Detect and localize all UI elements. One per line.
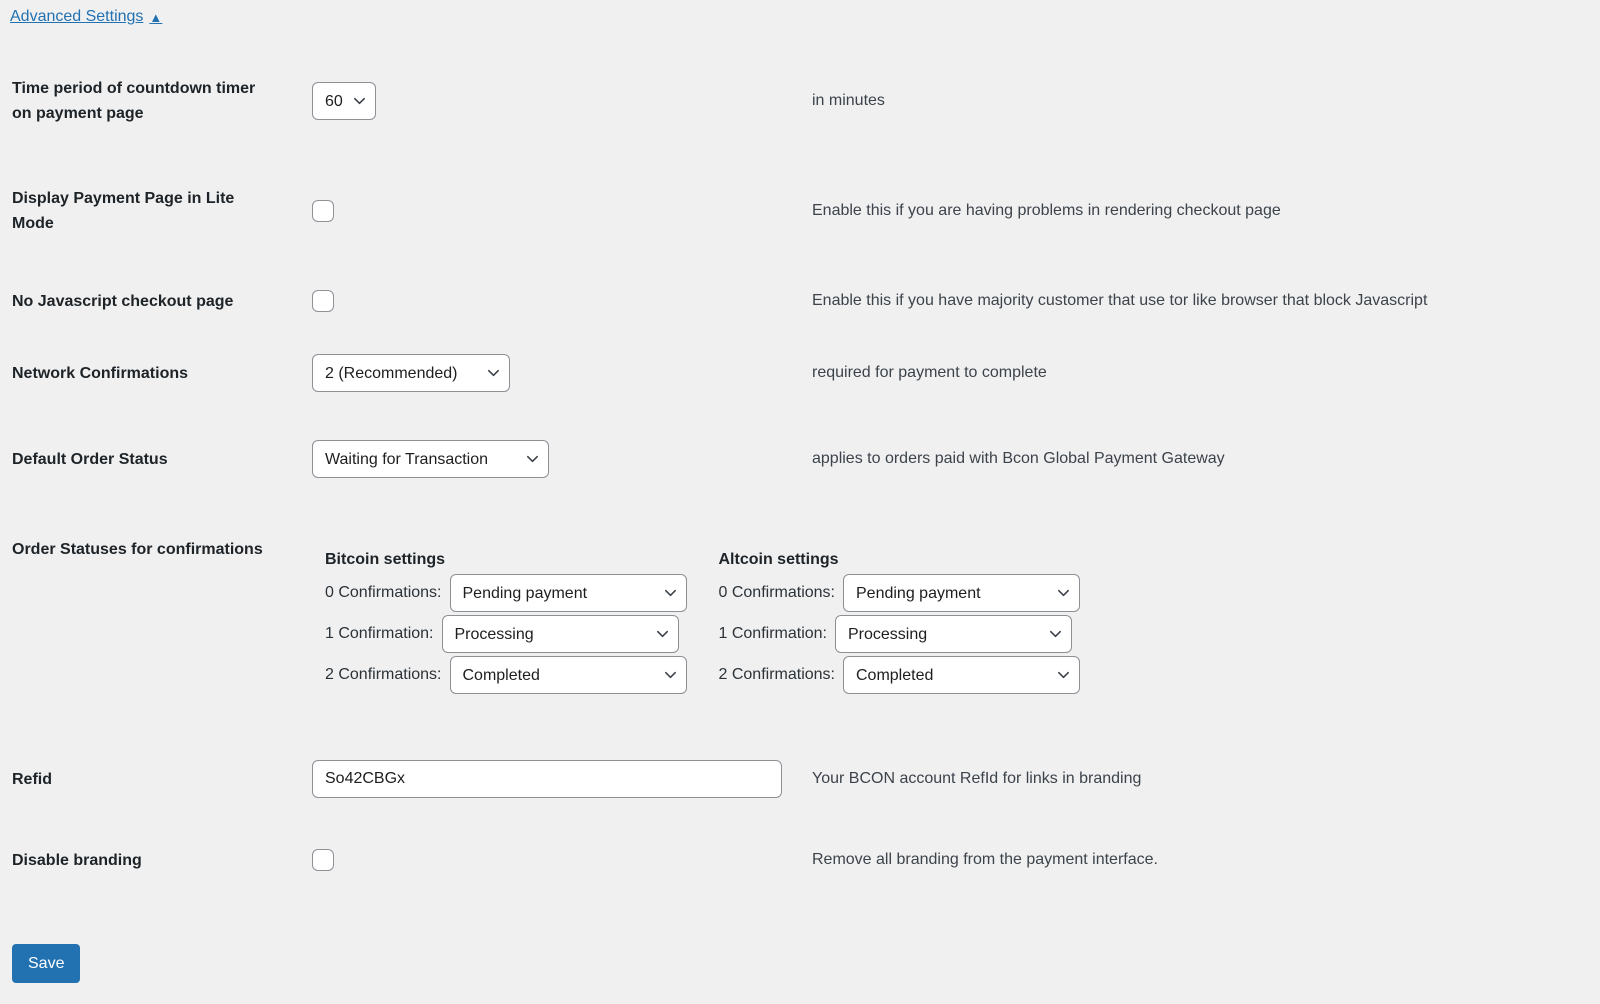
no-javascript-checkbox[interactable] — [312, 290, 334, 312]
disable-branding-checkbox[interactable] — [312, 849, 334, 871]
save-button[interactable]: Save — [12, 944, 80, 983]
setting-row-default-order-status — [0, 440, 1600, 478]
altcoin-0conf-row — [719, 574, 1081, 612]
no-javascript-label: No Javascript checkout page — [12, 292, 234, 310]
network-confirmations-description: required for payment to complete — [812, 364, 1047, 381]
countdown-label: Time period of countdown timer on payment page — [12, 80, 256, 122]
setting-row-network-confirmations — [0, 354, 1600, 392]
order-statuses-label: Order Statuses for confirmations — [12, 541, 263, 558]
disable-branding-description: Remove all branding from the payment interface. — [812, 851, 1158, 868]
altcoin-1conf-row — [719, 615, 1081, 653]
altcoin-2conf-select[interactable] — [843, 656, 1080, 694]
countdown-description: in minutes — [812, 92, 885, 109]
refid-control — [312, 760, 812, 798]
default-order-status-description: applies to orders paid with Bcon Global Payment Gateway — [812, 450, 1225, 467]
refid-input[interactable] — [312, 760, 782, 798]
bitcoin-2conf-select[interactable] — [450, 656, 687, 694]
bitcoin-1conf-row — [325, 615, 687, 653]
no-javascript-description: Enable this if you have majority customer that use tor like browser that block Javascript — [812, 292, 1428, 309]
default-order-status-label: Default Order Status — [12, 450, 168, 468]
altcoin-1conf-label: 1 Confirmation: — [718, 625, 827, 642]
altcoin-0conf-select[interactable] — [843, 574, 1080, 612]
network-confirmations-select[interactable] — [312, 354, 510, 392]
disable-branding-label: Disable branding — [12, 851, 142, 869]
setting-row-countdown — [0, 76, 1600, 126]
bitcoin-2conf-row — [325, 656, 687, 694]
altcoin-1conf-select[interactable] — [835, 615, 1072, 653]
network-confirmations-control — [312, 354, 812, 392]
altcoin-2conf-row — [719, 656, 1081, 694]
bitcoin-0conf-row — [325, 574, 687, 612]
bitcoin-0conf-select[interactable] — [450, 574, 687, 612]
bitcoin-1conf-label: 1 Confirmation: — [325, 625, 434, 642]
collapse-triangle-icon: ▲ — [149, 9, 163, 25]
lite-mode-label: Display Payment Page in Lite Mode — [12, 190, 235, 232]
bitcoin-0conf-label: 0 Confirmations: — [325, 584, 442, 601]
disable-branding-control — [312, 849, 812, 871]
altcoin-settings-title: Altcoin settings — [718, 551, 839, 568]
setting-row-refid — [0, 760, 1600, 798]
bitcoin-settings-group — [325, 537, 687, 697]
setting-row-lite-mode — [0, 186, 1600, 236]
altcoin-settings-group — [719, 537, 1081, 697]
refid-label: Refid — [12, 770, 52, 788]
bitcoin-1conf-select[interactable] — [442, 615, 679, 653]
no-javascript-control — [312, 290, 812, 312]
network-confirmations-label: Network Confirmations — [12, 364, 189, 382]
order-statuses-control — [312, 537, 1080, 697]
setting-row-no-javascript — [0, 288, 1600, 314]
bitcoin-2conf-label: 2 Confirmations: — [325, 666, 442, 683]
countdown-control — [312, 82, 812, 120]
countdown-select[interactable] — [312, 82, 376, 120]
default-order-status-control — [312, 440, 812, 478]
advanced-settings-label: Advanced Settings — [10, 8, 144, 25]
refid-description: Your BCON account RefId for links in branding — [812, 770, 1142, 787]
advanced-settings-toggle[interactable] — [10, 8, 162, 26]
setting-row-order-statuses — [0, 537, 1600, 697]
altcoin-2conf-label: 2 Confirmations: — [718, 666, 835, 683]
lite-mode-description: Enable this if you are having problems in rendering checkout page — [812, 202, 1281, 219]
lite-mode-control — [312, 200, 812, 222]
altcoin-0conf-label: 0 Confirmations: — [718, 584, 835, 601]
bitcoin-settings-title: Bitcoin settings — [325, 551, 446, 568]
setting-row-disable-branding — [0, 847, 1600, 873]
lite-mode-checkbox[interactable] — [312, 200, 334, 222]
default-order-status-select[interactable] — [312, 440, 549, 478]
